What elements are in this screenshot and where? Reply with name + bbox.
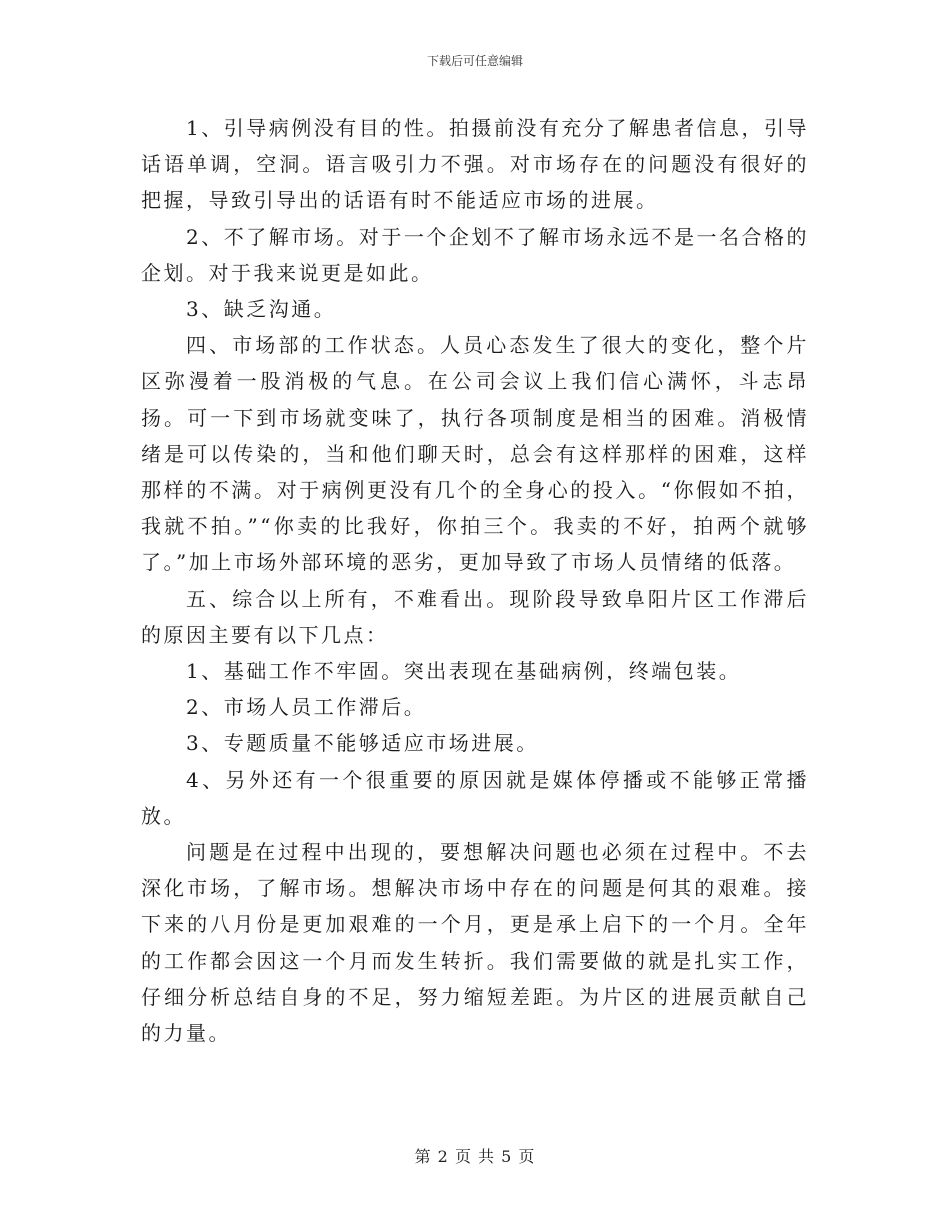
paragraph-5: 五、综合以上所有，不难看出。现阶段导致阜阳片区工作滞后的原因主要有以下几点： xyxy=(141,586,809,647)
paragraph-7: 2、市场人员工作滞后。 xyxy=(186,695,427,720)
paragraph-9: 4、另外还有一个很重要的原因就是媒体停播或不能够正常播放。 xyxy=(141,767,809,828)
paragraph-4: 四、市场部的工作状态。人员心态发生了很大的变化，整个片区弥漫着一股消极的气息。在公司会议上我们信心满怀，斗志昂扬。可一下到市场就变味了，执行各项制度是相当的困难。消极情绪是可以传染的，当和他们聊天时，总会有这样那样的困难，这样那样的不满。对于病例更没有几个的全身心的投入。“你假如不拍，我就不拍。”“你卖的比我好，你拍三个。我卖的不好，拍两个就够了。”加上市场外部环境的恶劣，更加导致了市场人员情绪的低落。 xyxy=(141,333,809,575)
paragraph-2: 2、不了解市场。对于一个企划不了解市场永远不是一名合格的企划。对于我来说更是如此。 xyxy=(141,224,809,285)
document-body xyxy=(141,110,809,1051)
paragraph-8: 3、专题质量不能够适应市场进展。 xyxy=(186,731,539,756)
paragraph-6: 1、基础工作不牢固。突出表现在基础病例，终端包装。 xyxy=(186,659,742,684)
page-header: 下载后可任意编辑 xyxy=(426,54,523,68)
page-number-footer: 第 2 页 共 5 页 xyxy=(414,1147,536,1166)
paragraph-3: 3、缺乏沟通。 xyxy=(186,297,337,322)
paragraph-1: 1、引导病例没有目的性。拍摄前没有充分了解患者信息，引导话语单调，空洞。语言吸引力不强。对市场存在的问题没有很好的把握，导致引导出的话语有时不能适应市场的进展。 xyxy=(141,116,809,213)
paragraph-10: 问题是在过程中出现的，要想解决问题也必须在过程中。不去深化市场，了解市场。想解决市场中存在的问题是何其的艰难。接下来的八月份是更加艰难的一个月，更是承上启下的一个月。全年的工作都会因这一个月而发生转折。我们需要做的就是扎实工作，仔细分析总结自身的不足，努力缩短差距。为片区的进展贡献自己的力量。 xyxy=(141,840,809,1046)
